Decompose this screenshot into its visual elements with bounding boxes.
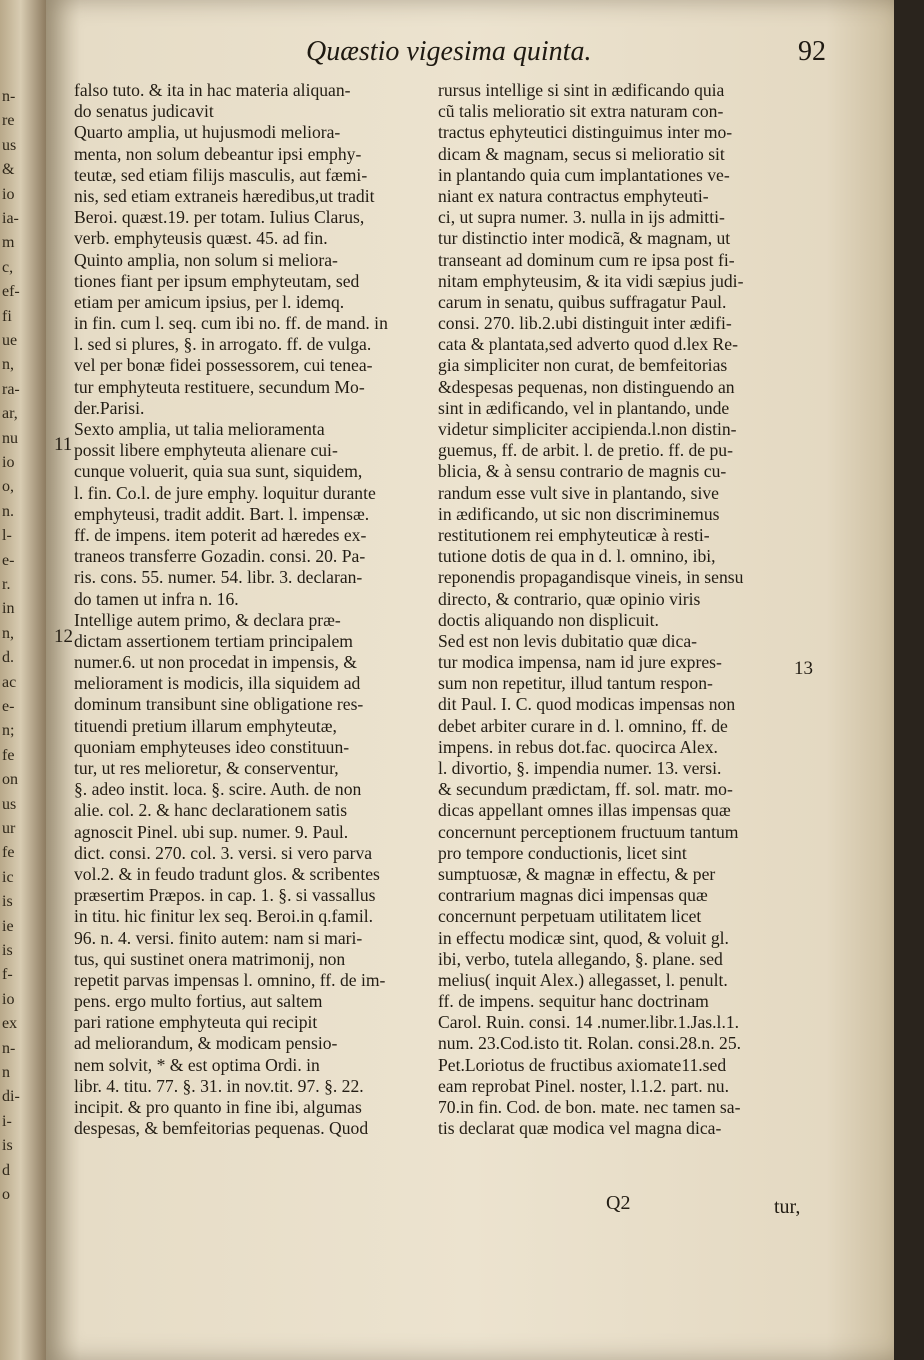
left-column-line: Intellige autem primo, & declara præ-: [74, 609, 341, 630]
facing-page-fragment: f-: [2, 966, 13, 984]
facing-page-fragment: fe: [2, 844, 15, 862]
right-column-line: videtur simpliciter accipienda.l.non distin-: [438, 419, 737, 439]
left-column-line: dict. consi. 270. col. 3. versi. si vero parva: [74, 842, 373, 863]
facing-page-fragment: n,: [2, 624, 14, 642]
facing-page-fragment: ex: [2, 1015, 18, 1033]
left-column-line: dictam assertionem tertiam principalem: [74, 630, 353, 651]
margin-number-12: 12: [54, 626, 73, 647]
left-column-line: in fin. cum l. seq. cum ibi no. ff. de mand. in: [74, 313, 388, 334]
running-header: [306, 36, 826, 76]
facing-page-fragment: is: [2, 942, 13, 959]
left-column-line: dominum transibunt sine obligatione res-: [74, 694, 364, 715]
left-column-line: etiam per amicum ipsius, per l. idemq.: [74, 291, 345, 312]
left-column-line: nis, sed etiam extraneis hæredibus,ut tradit: [74, 185, 375, 206]
left-column-line: cunque voluerit, quia sua sunt, siquidem,: [74, 461, 363, 482]
left-column-line: pari ratione emphyteuta qui recipit: [74, 1012, 318, 1033]
left-column-line: agnoscit Pinel. ubi sup. numer. 9. Paul.: [74, 821, 349, 842]
right-column-line: reponendis propagandisque vineis, in sensu: [438, 567, 744, 588]
left-column-line: vel per bonæ fidei possessorem, cui tenea-: [74, 355, 373, 376]
right-column-line: transeant ad dominum cum re ipsa post fi-: [438, 249, 735, 270]
right-column-line: num. 23.Cod.isto tit. Rolan. consi.28.n. 25.: [438, 1033, 742, 1054]
right-column-line: Carol. Ruin. consi. 14 .numer.libr.1.Jas.l.1.: [438, 1012, 740, 1033]
left-column-line: despesas, & bemfeitorias pequenas. Quod: [74, 1118, 369, 1139]
folio-number: 92: [798, 36, 826, 67]
right-column-line: tutione dotis de qua in d. l. omnino, ibi,: [438, 546, 716, 567]
right-column-line: ci, ut supra numer. 3. nulla in ijs admitti-: [438, 207, 725, 228]
facing-page-fragment: o: [2, 1186, 10, 1203]
right-column-line: consi. 270. lib.2.ubi distinguit inter ædifi-: [438, 313, 732, 334]
facing-page-fragment: is: [2, 893, 13, 911]
right-column-line: ff. de impens. sequitur hanc doctrinam: [438, 991, 709, 1012]
facing-page-fragment: d.: [2, 649, 14, 667]
left-column-line: §. adeo instit. loca. §. scire. Auth. de non: [74, 779, 362, 800]
right-column-line: in ædificando, ut sic non discriminemus: [438, 503, 720, 524]
right-column-line: contrarium magnas dici impensas quæ: [438, 885, 708, 906]
right-column-line: randum esse vult sive in plantando, sive: [438, 482, 719, 503]
facing-page-fragment: n-: [2, 88, 16, 105]
left-column-line: pens. ergo multo fortius, aut saltem: [74, 991, 323, 1012]
right-column-line: debet arbiter curare in d. l. omnino, ff. de: [438, 715, 728, 736]
right-column-line: concernunt perpetuam utilitatem licet: [438, 906, 702, 927]
right-column-line: dit Paul. I. C. quod modicas impensas non: [438, 694, 736, 715]
right-column-line: & secundum prædictam, ff. sol. matr. mo-: [438, 779, 733, 800]
facing-page-fragment: is: [2, 1137, 13, 1155]
right-column-line: eam reprobat Pinel. noster, l.1.2. part. nu.: [438, 1075, 729, 1096]
right-column-line: blicia, & à sensu contrario de magnis cu-: [438, 461, 727, 482]
left-column-line: Sexto amplia, ut talia melioramenta: [74, 419, 325, 439]
left-column-line: præsertim Præpos. in cap. 1. §. si vassallus: [74, 885, 376, 906]
running-title: Quæstio vigesima quinta.: [306, 36, 592, 67]
right-column-line: in effectu modicæ sint, quod, & voluit gl.: [438, 927, 729, 948]
left-column-line: nem solvit, * & est optima Ordi. in: [74, 1054, 320, 1075]
right-column-line: rursus intellige si sint in ædificando quia: [438, 80, 725, 100]
right-column-line: tractus ephyteutici distinguimus inter mo-: [438, 122, 733, 143]
left-column-line: tituendi pretium illarum emphyteutæ,: [74, 715, 337, 736]
left-column-line: tus, qui sustinet onera matrimonij, non: [74, 948, 346, 969]
left-column-line: ad meliorandum, & modicam pensio-: [74, 1033, 338, 1054]
facing-page-fragment: ra-: [2, 380, 20, 398]
left-column-line: 96. n. 4. versi. finito autem: nam si mari-: [74, 927, 363, 948]
catchword: tur,: [774, 1196, 801, 1218]
facing-page-fragment: n-: [2, 1039, 16, 1057]
right-column-line: gia simpliciter non curat, de bemfeitorias: [438, 355, 728, 376]
right-column-line: carum in senatu, quibus suffragatur Paul.: [438, 291, 727, 312]
left-column-line: alie. col. 2. & hanc declarationem satis: [74, 800, 348, 821]
facing-page-fragment: e-: [2, 551, 15, 569]
margin-number-13: 13: [794, 658, 813, 679]
left-column-line: tur, ut res melioretur, & conserventur,: [74, 758, 339, 778]
left-column-line: repetit parvas impensas l. omnino, ff. de im-: [74, 969, 386, 990]
facing-page-fragment: i-: [2, 1112, 12, 1130]
facing-page-fragment: io: [2, 454, 15, 471]
left-column-line: in titu. hic finitur lex seq. Beroi.in q.famil.: [74, 906, 374, 927]
facing-page-fragment: n,: [2, 356, 14, 374]
left-column-line: l. sed si plures, §. in arrogato. ff. de vulga.: [74, 334, 372, 355]
right-column-line: melius( inquit Alex.) allegasset, l. penult.: [438, 969, 728, 990]
right-column-line: cata & plantata,sed adverto quod d.lex Re-: [438, 334, 738, 355]
left-column-line: verb. emphyteusis quæst. 45. ad fin.: [74, 228, 328, 249]
facing-page-fragment: ac: [2, 673, 17, 691]
right-column-line: sum non repetitur, illud tantum respon-: [438, 673, 713, 694]
facing-page-fragment: di-: [2, 1088, 20, 1106]
right-column-line: dicam & magnam, secus si melioratio sit: [438, 143, 725, 164]
facing-page-fragment: us: [2, 795, 17, 813]
right-column-line: l. divortio, §. impendia numer. 13. versi.: [438, 758, 722, 778]
facing-page-fragment: us: [2, 136, 17, 154]
left-column-line: libr. 4. titu. 77. §. 31. in nov.tit. 97. §. 22.: [74, 1075, 364, 1096]
facing-page-fragment: in: [2, 600, 15, 618]
left-column-line: ff. de impens. item poterit ad hæredes ex-: [74, 524, 367, 545]
signature-mark: Q2: [606, 1192, 631, 1214]
right-column-line: directo, & contrario, quæ opinio viris: [438, 588, 701, 609]
right-column-line: 70.in fin. Cod. de bon. mate. nec tamen sa-: [438, 1097, 741, 1117]
right-column-line: concernunt perceptionem fructuum tantum: [438, 821, 739, 842]
facing-page-fragment: ar,: [2, 405, 18, 423]
right-column-line: Sed est non levis dubitatio quæ dica-: [438, 630, 697, 651]
right-column-line: sumptuosæ, & magnæ in effectu, & per: [438, 863, 716, 884]
left-column-line: do senatus judicavit: [74, 101, 214, 122]
facing-page-edge: [0, 0, 46, 1360]
right-column-line: pro tempore conductionis, licet sint: [438, 842, 687, 863]
right-column-line: sint in ædificando, vel in plantando, unde: [438, 397, 730, 418]
facing-page-fragment: n: [2, 1064, 10, 1081]
left-column-line: tiones fiant per ipsum emphyteutam, sed: [74, 270, 360, 291]
facing-page-fragment: ia-: [2, 210, 19, 227]
left-column-line: Quarto amplia, ut hujusmodi meliora-: [74, 122, 341, 143]
facing-page-fragment: fi: [2, 307, 12, 325]
facing-page-fragment: ue: [2, 332, 18, 349]
left-column-line: quoniam emphyteuses ideo constituun-: [74, 736, 350, 757]
left-column-line: falso tuto. & ita in hac materia aliquan-: [74, 80, 351, 100]
facing-page-fragment: ef-: [2, 283, 20, 301]
right-column-line: in plantando quia cum implantationes ve-: [438, 164, 730, 185]
right-column-line: restitutionem rei emphyteuticæ à resti-: [438, 524, 710, 545]
facing-page-fragment: ie: [2, 917, 14, 935]
left-column-line: emphyteusi, tradit addit. Bart. l. impensæ.: [74, 503, 370, 524]
left-column-line: traneos transferre Gozadin. consi. 20. Pa-: [74, 546, 366, 567]
left-column-line: vol.2. & in feudo tradunt glos. & scribentes: [74, 863, 380, 884]
facing-page-fragment: e-: [2, 698, 15, 715]
left-column-line: Beroi. quæst.19. per totam. Iulius Clarus,: [74, 207, 365, 228]
facing-page-fragment: n;: [2, 722, 15, 740]
left-column-line: l. fin. Co.l. de jure emphy. loquitur durante: [74, 482, 376, 503]
facing-page-fragment: o,: [2, 478, 14, 496]
facing-page-fragment: d: [2, 1161, 10, 1179]
right-column-line: impens. in rebus dot.fac. quocirca Alex.: [438, 736, 718, 757]
facing-page-fragment: fe: [2, 746, 15, 764]
right-column-line: nitam emphyteusim, & ita vidi sæpius judi-: [438, 270, 744, 291]
left-column-line: der.Parisi.: [74, 397, 145, 418]
facing-page-fragment: l-: [2, 527, 12, 545]
left-column-line: Quinto amplia, non solum si meliora-: [74, 249, 338, 270]
book-page: [46, 0, 894, 1360]
right-column-line: doctis aliquando non displicuit.: [438, 609, 659, 630]
facing-page-fragment: ur: [2, 820, 16, 837]
right-column-line: dicas appellant omnes illas impensas quæ: [438, 800, 731, 821]
right-column-line: tis declarat quæ modica vel magna dica-: [438, 1118, 722, 1139]
left-column-line: possit libere emphyteuta alienare cui-: [74, 440, 338, 461]
right-column-line: &despesas pequenas, non distinguendo an: [438, 376, 735, 397]
margin-number-11: 11: [54, 434, 73, 455]
facing-page-fragment: nu: [2, 429, 18, 447]
left-column-line: do tamen ut infra n. 16.: [74, 588, 239, 609]
left-column-line: incipit. & pro quanto in fine ibi, algumas: [74, 1097, 362, 1117]
facing-page-fragment: on: [2, 771, 18, 789]
left-column-line: tur emphyteuta restituere, secundum Mo-: [74, 376, 365, 397]
facing-page-fragment: n.: [2, 502, 14, 520]
right-column-line: tur distinctio inter modicã, & magnam, ut: [438, 228, 731, 249]
right-column-line: ibi, verbo, tutela allegando, §. plane. sed: [438, 948, 723, 969]
left-column-line: numer.6. ut non procedat in impensis, &: [74, 652, 357, 673]
right-column-line: niant ex natura contractus emphyteuti-: [438, 185, 709, 206]
facing-page-fragment: c,: [2, 258, 14, 276]
right-column-line: guemus, ff. de arbit. l. de pretio. ff. de pu-: [438, 440, 733, 461]
right-column-line: cũ talis melioratio sit extra naturam con-: [438, 101, 724, 122]
facing-page-fragment: &: [2, 161, 15, 179]
left-column-line: teutæ, sed etiam filijs masculis, aut fæmi-: [74, 164, 368, 185]
facing-page-fragment: r.: [2, 576, 11, 593]
left-column: [74, 80, 424, 1139]
facing-page-fragment: re: [2, 112, 15, 130]
left-column-line: meliorament is modicis, illa siquidem ad: [74, 673, 361, 694]
left-column-line: ris. cons. 55. numer. 54. libr. 3. declaran-: [74, 567, 363, 588]
right-column-line: tur modica impensa, nam id jure expres-: [438, 652, 722, 673]
right-column: [438, 80, 793, 1139]
facing-page-fragment: io: [2, 990, 15, 1008]
left-column-line: menta, non solum debeantur ipsi emphy-: [74, 143, 362, 164]
facing-page-fragment: m: [2, 234, 15, 252]
facing-page-fragment: ic: [2, 868, 14, 886]
facing-page-fragment: io: [2, 185, 15, 203]
right-column-line: Pet.Loriotus de fructibus axiomate11.sed: [438, 1054, 727, 1075]
